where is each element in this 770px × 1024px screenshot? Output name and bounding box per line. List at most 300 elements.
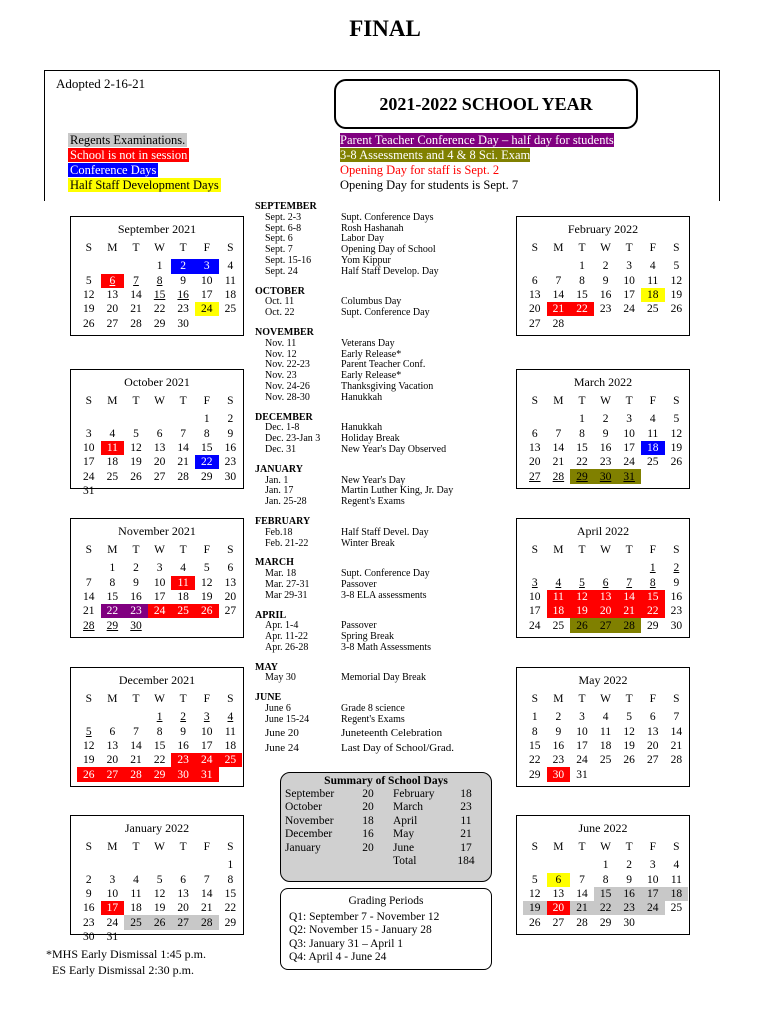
event-row bbox=[255, 591, 454, 602]
day-cell: 13 bbox=[552, 888, 565, 901]
event-date: Nov. 22-23 bbox=[265, 359, 310, 371]
month-grid bbox=[77, 840, 242, 944]
day-cell: 22 bbox=[101, 604, 125, 618]
weekday-header: T bbox=[578, 841, 586, 854]
day-cell: 20 bbox=[106, 303, 119, 316]
day-cell: 15 bbox=[201, 442, 213, 455]
day-cell bbox=[101, 412, 125, 426]
event-description: New Year's Day Observed bbox=[341, 443, 447, 455]
day-cell: 17 bbox=[201, 740, 213, 753]
event-month: OCTOBER bbox=[255, 285, 305, 297]
event-row bbox=[255, 497, 454, 508]
day-cell: 16 bbox=[670, 591, 683, 604]
weekday-header: F bbox=[649, 395, 656, 408]
weekday-header: F bbox=[203, 841, 210, 854]
day-cell: 28 bbox=[177, 470, 189, 483]
weekday-header: W bbox=[154, 242, 165, 255]
week-row bbox=[77, 767, 242, 781]
day-cell: 7 bbox=[555, 427, 562, 440]
day-cell: 3 bbox=[109, 873, 116, 886]
weekday-header: S bbox=[531, 841, 538, 854]
day-cell: 2 bbox=[133, 562, 139, 575]
weekday-header: M bbox=[107, 693, 118, 706]
day-cell bbox=[547, 412, 571, 426]
event-month: DECEMBER bbox=[255, 411, 313, 423]
day-cell: 9 bbox=[602, 427, 609, 440]
day-cell: 9 bbox=[133, 576, 139, 589]
day-cell: 19 bbox=[670, 442, 683, 455]
day-cell: 17 bbox=[529, 605, 541, 618]
weekday-header: M bbox=[107, 395, 118, 408]
day-cell: 5 bbox=[156, 873, 163, 886]
day-cell: 27 bbox=[552, 916, 565, 929]
legend-item bbox=[340, 163, 614, 178]
day-cell bbox=[641, 767, 665, 781]
week-row bbox=[77, 484, 242, 498]
day-cell: 24 bbox=[195, 302, 219, 316]
day-cell: 8 bbox=[531, 725, 538, 738]
day-cell: 8 bbox=[602, 873, 609, 886]
event-date: Nov. 11 bbox=[265, 337, 297, 349]
day-cell: 19 bbox=[523, 901, 547, 915]
weekday-header-row bbox=[77, 241, 242, 259]
day-cell: 3 bbox=[195, 259, 219, 273]
day-cell bbox=[570, 858, 594, 872]
day-cell: 7 bbox=[626, 576, 633, 589]
day-cell bbox=[547, 561, 571, 575]
weekday-header: W bbox=[600, 544, 611, 557]
day-cell: 25 bbox=[647, 303, 659, 316]
day-cell bbox=[594, 316, 618, 330]
event-date: June 6 bbox=[265, 703, 291, 715]
week-row bbox=[77, 288, 242, 302]
summary-cell: April bbox=[393, 814, 418, 827]
day-cell: 26 bbox=[570, 618, 594, 632]
day-cell: 17 bbox=[641, 887, 665, 901]
day-cell: 4 bbox=[133, 873, 139, 886]
day-cell: 30 bbox=[594, 469, 618, 483]
weekday-header-row bbox=[77, 543, 242, 561]
week-row bbox=[77, 858, 242, 872]
event-description: Veterans Day bbox=[341, 337, 395, 349]
summary-cell bbox=[285, 855, 343, 869]
weekday-header: T bbox=[132, 395, 140, 408]
day-cell: 25 bbox=[224, 303, 237, 316]
weekday-header: F bbox=[203, 395, 210, 408]
day-cell bbox=[124, 710, 148, 724]
day-cell: 2 bbox=[85, 873, 92, 886]
month-calendar bbox=[516, 518, 690, 638]
weekday-header: T bbox=[179, 841, 187, 854]
day-cell: 2 bbox=[227, 413, 234, 426]
week-row bbox=[523, 858, 688, 872]
event-date: Mar 29-31 bbox=[265, 589, 308, 601]
day-cell: 18 bbox=[224, 740, 237, 753]
weekday-header: W bbox=[600, 395, 611, 408]
grading-title: Grading Periods bbox=[348, 895, 424, 907]
day-cell: 11 bbox=[647, 427, 659, 440]
legend-label: Half Staff Development Days bbox=[70, 178, 219, 192]
day-cell: 29 bbox=[106, 619, 119, 632]
event-description: Holiday Break bbox=[341, 433, 400, 445]
day-cell bbox=[101, 484, 125, 498]
day-cell bbox=[641, 915, 665, 929]
day-cell: 11 bbox=[547, 590, 571, 604]
week-row bbox=[77, 469, 242, 483]
event-description: Last Day of School/Grad. bbox=[341, 741, 455, 754]
day-cell: 20 bbox=[224, 591, 237, 604]
day-cell: 12 bbox=[529, 888, 541, 901]
day-cell: 6 bbox=[547, 873, 571, 887]
day-cell bbox=[77, 561, 101, 575]
day-cell: 9 bbox=[673, 576, 680, 589]
weekday-header-row bbox=[77, 394, 242, 412]
event-month: JUNE bbox=[255, 692, 282, 704]
month-title: October 2021 bbox=[124, 375, 190, 389]
event-row bbox=[255, 267, 454, 278]
day-cell: 25 bbox=[219, 753, 243, 767]
event-date: June 24 bbox=[265, 741, 299, 754]
day-cell: 21 bbox=[570, 901, 594, 915]
day-cell: 18 bbox=[641, 441, 665, 455]
event-description: Memorial Day Break bbox=[341, 672, 426, 684]
day-cell: 18 bbox=[106, 456, 119, 469]
day-cell: 8 bbox=[156, 274, 163, 287]
day-cell: 20 bbox=[594, 604, 618, 618]
weekday-header: S bbox=[227, 841, 234, 854]
day-cell: 11 bbox=[670, 873, 682, 886]
day-cell: 31 bbox=[106, 930, 119, 943]
day-cell: 21 bbox=[617, 604, 641, 618]
day-cell: 3 bbox=[579, 711, 585, 724]
day-cell: 4 bbox=[649, 260, 656, 273]
day-cell: 21 bbox=[83, 605, 95, 618]
day-cell: 2 bbox=[602, 260, 609, 273]
event-month: NOVEMBER bbox=[255, 326, 314, 338]
day-cell: 24 bbox=[641, 901, 665, 915]
event-date: Dec. 1-8 bbox=[265, 422, 300, 434]
day-cell: 16 bbox=[177, 740, 189, 753]
week-row bbox=[77, 725, 242, 739]
weekday-header: W bbox=[154, 395, 165, 408]
day-cell: 31 bbox=[617, 469, 641, 483]
day-cell: 5 bbox=[579, 576, 585, 589]
grading-period: Q4: April 4 - June 24 bbox=[289, 951, 387, 963]
day-cell: 4 bbox=[180, 562, 187, 575]
month-calendar bbox=[70, 369, 244, 497]
day-cell: 13 bbox=[224, 576, 237, 589]
summary-cell: January bbox=[285, 841, 321, 854]
month-grid bbox=[523, 394, 688, 484]
weekday-header: S bbox=[531, 693, 538, 706]
event-date: Dec. 23-Jan 3 bbox=[265, 433, 321, 445]
month-title: May 2022 bbox=[578, 673, 628, 687]
day-cell bbox=[219, 618, 243, 632]
day-cell: 1 bbox=[203, 413, 210, 426]
event-description: New Year's Day bbox=[341, 474, 406, 486]
grading-periods bbox=[280, 888, 492, 970]
event-date: Jan. 1 bbox=[265, 474, 289, 486]
event-description: Hanukkah bbox=[341, 391, 383, 403]
day-cell: 2 bbox=[555, 711, 562, 724]
summary-row bbox=[285, 814, 481, 828]
day-cell: 6 bbox=[649, 711, 656, 724]
week-row bbox=[77, 576, 242, 590]
day-cell bbox=[148, 930, 172, 944]
weekday-header-row bbox=[523, 241, 688, 259]
day-cell: 7 bbox=[85, 576, 92, 589]
summary-cell: 20 bbox=[362, 787, 374, 800]
weekday-header: F bbox=[649, 841, 656, 854]
week-row bbox=[77, 710, 242, 724]
day-cell: 30 bbox=[177, 317, 189, 330]
day-cell: 13 bbox=[153, 442, 166, 455]
day-cell: 14 bbox=[552, 289, 565, 302]
day-cell bbox=[617, 561, 641, 575]
day-cell: 15 bbox=[529, 740, 541, 753]
day-cell: 18 bbox=[224, 289, 237, 302]
weekday-header: S bbox=[673, 693, 680, 706]
legend-item bbox=[340, 133, 614, 148]
week-row bbox=[523, 427, 688, 441]
legend-label: Opening Day for staff is Sept. 2 bbox=[340, 163, 500, 177]
week-row bbox=[523, 604, 688, 618]
day-cell: 13 bbox=[177, 888, 189, 901]
weekday-header: T bbox=[132, 693, 140, 706]
month-calendar bbox=[516, 216, 690, 336]
event-description: Yom Kippur bbox=[341, 254, 391, 266]
week-row bbox=[77, 441, 242, 455]
day-cell: 4 bbox=[227, 711, 234, 724]
day-cell: 8 bbox=[109, 576, 116, 589]
week-row bbox=[523, 739, 688, 753]
day-cell bbox=[594, 767, 618, 781]
week-row bbox=[77, 930, 242, 944]
day-cell: 20 bbox=[647, 740, 659, 753]
day-cell: 8 bbox=[579, 427, 585, 440]
day-cell: 26 bbox=[529, 916, 541, 929]
event-date: Nov. 24-26 bbox=[265, 380, 310, 392]
legend-item bbox=[68, 133, 221, 148]
day-cell: 15 bbox=[594, 887, 618, 901]
day-cell: 10 bbox=[647, 873, 659, 886]
weekday-header: S bbox=[531, 242, 538, 255]
event-month: FEBRUARY bbox=[255, 515, 311, 527]
day-cell bbox=[124, 930, 148, 944]
weekday-header: S bbox=[673, 242, 680, 255]
day-cell: 25 bbox=[647, 456, 659, 469]
day-cell: 24 bbox=[576, 754, 588, 767]
day-cell bbox=[101, 710, 125, 724]
day-cell bbox=[101, 259, 125, 273]
day-cell bbox=[77, 858, 101, 872]
day-cell: 14 bbox=[130, 289, 142, 302]
day-cell: 6 bbox=[109, 725, 116, 738]
weekday-header: F bbox=[203, 693, 210, 706]
day-cell: 14 bbox=[576, 888, 588, 901]
day-cell: 8 bbox=[579, 274, 585, 287]
week-row bbox=[523, 561, 688, 575]
day-cell: 8 bbox=[203, 427, 210, 440]
day-cell: 2 bbox=[673, 562, 680, 575]
day-cell: 29 bbox=[647, 619, 659, 632]
day-cell: 9 bbox=[555, 725, 562, 738]
day-cell: 27 bbox=[224, 605, 237, 618]
weekday-header: F bbox=[649, 693, 656, 706]
weekday-header: F bbox=[649, 242, 656, 255]
event-date: Oct. 22 bbox=[265, 307, 295, 319]
month-grid bbox=[77, 692, 242, 782]
weekday-header: S bbox=[85, 693, 92, 706]
event-description: Grade 8 science bbox=[341, 703, 405, 715]
legend-item bbox=[68, 148, 221, 163]
day-cell: 25 bbox=[171, 604, 195, 618]
week-row bbox=[523, 590, 688, 604]
weekday-header: W bbox=[600, 693, 611, 706]
day-cell: 23 bbox=[670, 605, 683, 618]
day-cell bbox=[124, 858, 148, 872]
summary-title: Summary of School Days bbox=[324, 775, 448, 787]
weekday-header: T bbox=[132, 544, 140, 557]
day-cell: 2 bbox=[180, 711, 187, 724]
event-description: Columbus Day bbox=[341, 296, 402, 308]
day-cell: 13 bbox=[529, 289, 541, 302]
day-cell: 21 bbox=[130, 303, 142, 316]
day-cell: 29 bbox=[570, 469, 594, 483]
day-cell: 8 bbox=[227, 873, 234, 886]
event-description: Regent's Exams bbox=[341, 713, 405, 725]
day-cell: 5 bbox=[133, 427, 139, 440]
weekday-header: S bbox=[673, 841, 680, 854]
day-cell: 25 bbox=[670, 902, 683, 915]
week-row bbox=[77, 316, 242, 330]
day-cell: 29 bbox=[599, 916, 612, 929]
day-cell: 28 bbox=[83, 619, 95, 632]
day-cell: 29 bbox=[153, 317, 166, 330]
event-date: Apr. 1-4 bbox=[265, 620, 299, 632]
day-cell bbox=[171, 858, 195, 872]
week-row bbox=[77, 590, 242, 604]
day-cell: 18 bbox=[177, 591, 189, 604]
day-cell: 1 bbox=[156, 260, 163, 273]
day-cell: 22 bbox=[153, 754, 166, 767]
day-cell: 11 bbox=[224, 274, 236, 287]
day-cell: 10 bbox=[201, 274, 213, 287]
day-cell: 27 bbox=[529, 470, 541, 483]
weekday-header: S bbox=[227, 242, 234, 255]
day-cell: 22 bbox=[195, 455, 219, 469]
event-description: Rosh Hashanah bbox=[341, 222, 404, 234]
day-cell: 6 bbox=[602, 576, 609, 589]
day-cell: 22 bbox=[224, 902, 237, 915]
weekday-header: S bbox=[85, 841, 92, 854]
week-row bbox=[77, 901, 242, 915]
day-cell: 16 bbox=[83, 902, 95, 915]
event-row bbox=[255, 445, 454, 456]
grading-period: Q3: January 31 – April 1 bbox=[289, 937, 404, 950]
day-cell: 23 bbox=[224, 456, 237, 469]
event-date: Sept. 24 bbox=[265, 265, 298, 277]
day-cell: 14 bbox=[670, 725, 683, 738]
day-cell: 24 bbox=[106, 916, 119, 929]
month-calendar bbox=[70, 518, 244, 638]
weekday-header: S bbox=[227, 693, 234, 706]
day-cell: 11 bbox=[224, 725, 236, 738]
day-cell: 15 bbox=[106, 591, 119, 604]
event-date: Dec. 31 bbox=[265, 443, 297, 455]
week-row bbox=[77, 455, 242, 469]
summary-cell: 21 bbox=[460, 828, 472, 841]
day-cell bbox=[617, 316, 641, 330]
day-cell: 19 bbox=[83, 754, 95, 767]
day-cell bbox=[219, 484, 243, 498]
event-description: Early Release* bbox=[341, 348, 402, 360]
day-cell: 27 bbox=[171, 915, 195, 929]
day-cell bbox=[641, 469, 665, 483]
day-cell: 9 bbox=[180, 274, 187, 287]
day-cell: 9 bbox=[180, 725, 187, 738]
day-cell: 10 bbox=[106, 888, 119, 901]
day-cell bbox=[547, 858, 571, 872]
weekday-header: S bbox=[531, 395, 538, 408]
day-cell: 18 bbox=[641, 288, 665, 302]
event-description: Half Staff Develop. Day bbox=[341, 265, 439, 277]
day-cell: 9 bbox=[602, 274, 609, 287]
day-cell: 23 bbox=[599, 303, 612, 316]
day-cell bbox=[641, 316, 665, 330]
event-date: Nov. 23 bbox=[265, 370, 297, 382]
day-cell: 1 bbox=[227, 859, 234, 872]
day-cell: 24 bbox=[623, 456, 635, 469]
day-cell: 7 bbox=[133, 274, 139, 287]
day-cell: 15 bbox=[153, 289, 166, 302]
day-cell: 16 bbox=[599, 442, 612, 455]
week-row bbox=[523, 901, 688, 915]
day-cell: 19 bbox=[570, 604, 594, 618]
day-cell: 6 bbox=[180, 873, 187, 886]
day-cell: 23 bbox=[83, 916, 95, 929]
day-cell: 24 bbox=[195, 753, 219, 767]
day-cell: 5 bbox=[85, 725, 92, 738]
event-description: Passover bbox=[341, 578, 377, 590]
summary-cell: December bbox=[285, 828, 333, 841]
page-title: FINAL bbox=[349, 16, 421, 41]
day-cell: 7 bbox=[555, 274, 562, 287]
event-description: Labor Day bbox=[341, 233, 385, 245]
day-cell: 27 bbox=[529, 317, 541, 330]
week-row bbox=[77, 618, 242, 632]
event-description: Winter Break bbox=[341, 537, 395, 549]
day-cell: 13 bbox=[529, 442, 541, 455]
legend-label: School is not in session bbox=[70, 148, 188, 162]
day-cell: 23 bbox=[177, 303, 189, 316]
day-cell: 3 bbox=[156, 562, 163, 575]
day-cell bbox=[547, 259, 571, 273]
month-title: April 2022 bbox=[576, 524, 630, 538]
event-date: Nov. 28-30 bbox=[265, 391, 310, 403]
weekday-header: T bbox=[179, 544, 187, 557]
week-row bbox=[523, 469, 688, 483]
day-cell: 24 bbox=[529, 619, 541, 632]
day-cell: 5 bbox=[626, 711, 633, 724]
month-grid bbox=[523, 543, 688, 633]
day-cell: 11 bbox=[130, 888, 142, 901]
day-cell: 1 bbox=[579, 413, 585, 426]
weekday-header: T bbox=[179, 242, 187, 255]
day-cell: 28 bbox=[552, 470, 565, 483]
day-cell bbox=[219, 316, 243, 330]
weekday-header: T bbox=[132, 841, 140, 854]
